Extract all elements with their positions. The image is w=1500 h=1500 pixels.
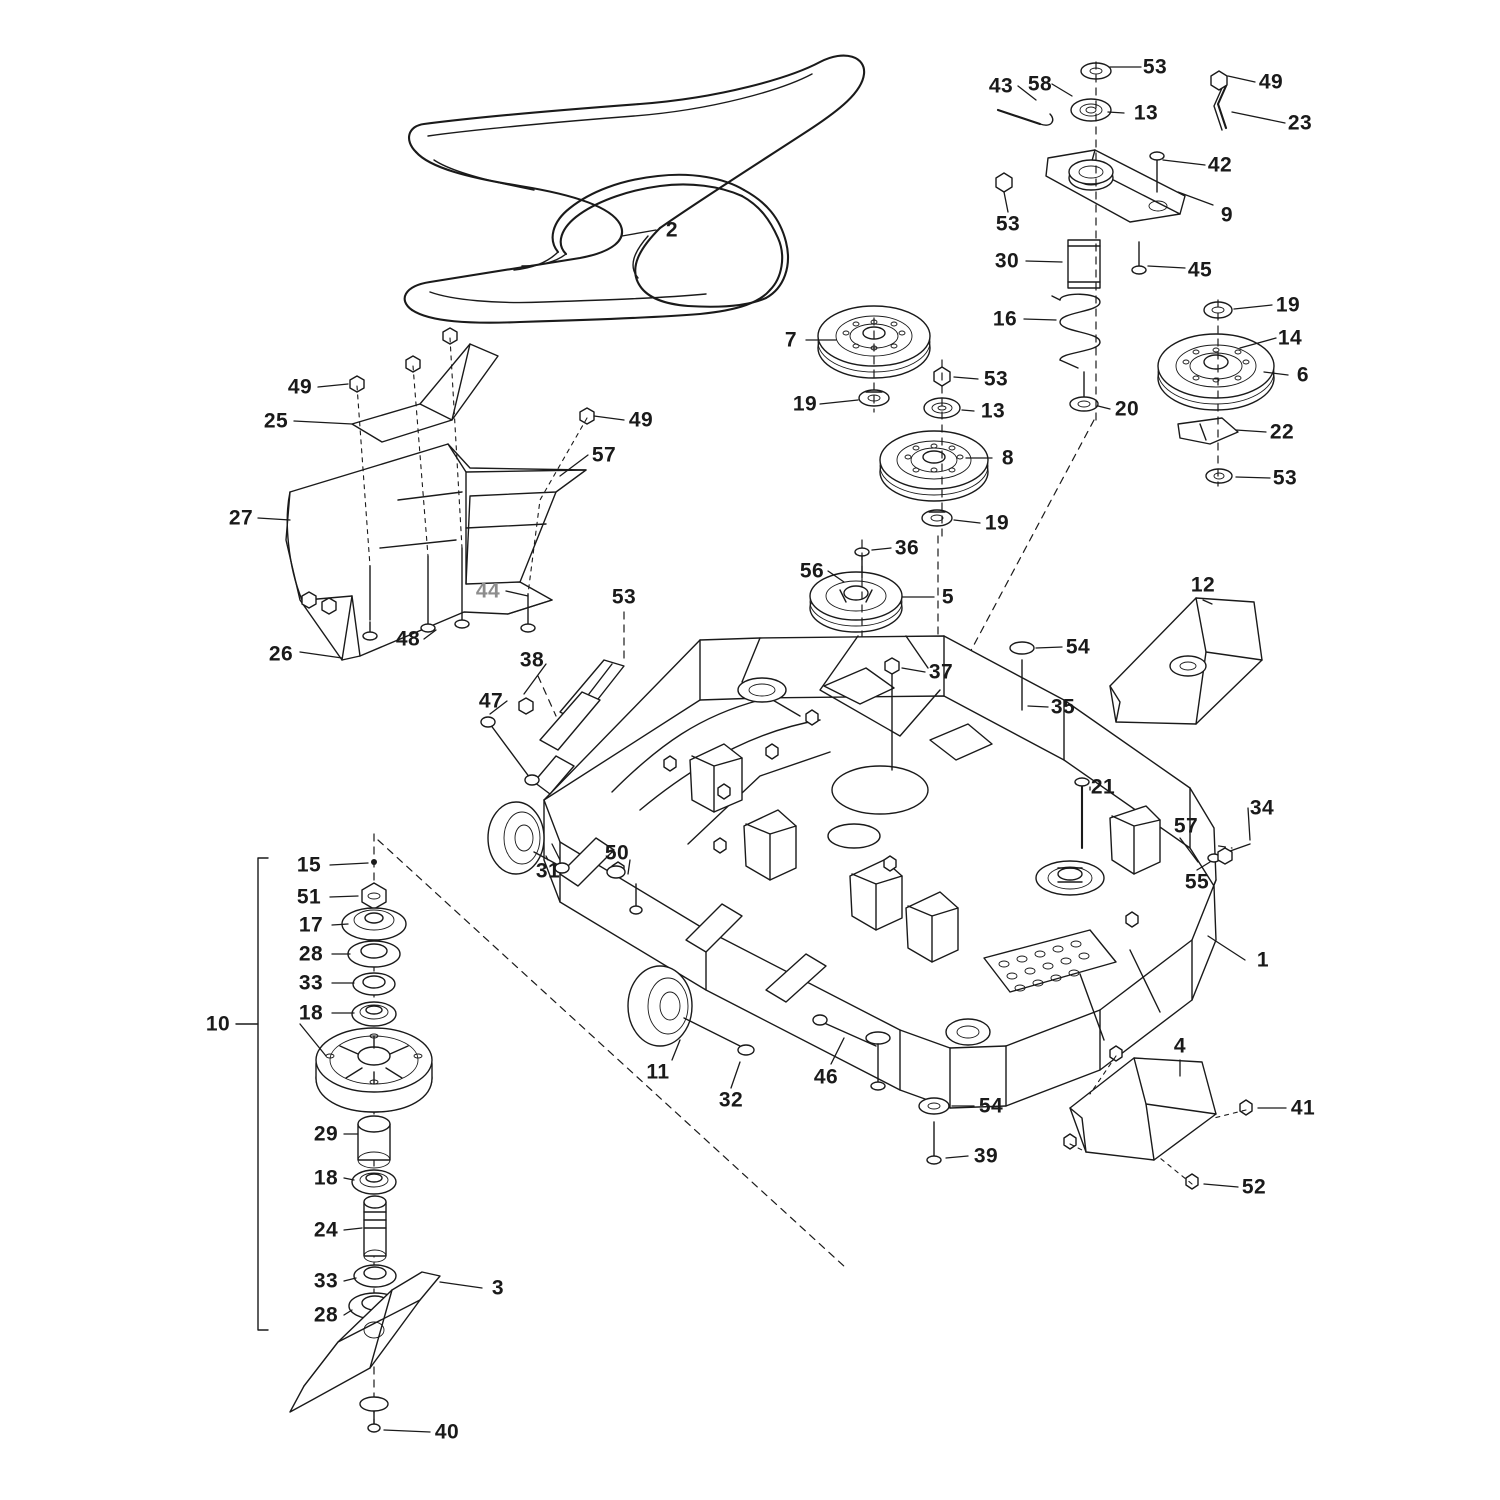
callout-36: 36 xyxy=(894,536,920,560)
pulley-8-group xyxy=(880,431,988,526)
callout-43: 43 xyxy=(988,74,1014,98)
callout-22: 22 xyxy=(1269,420,1295,444)
callout-57: 57 xyxy=(1173,814,1199,838)
callout-24: 24 xyxy=(313,1218,339,1242)
callout-31: 31 xyxy=(535,859,561,883)
callout-12: 12 xyxy=(1190,573,1216,597)
callout-53: 53 xyxy=(1272,466,1298,490)
callout-49: 49 xyxy=(1258,70,1284,94)
callout-7: 7 xyxy=(784,328,798,352)
callout-46: 46 xyxy=(813,1065,839,1089)
callout-40: 40 xyxy=(434,1420,460,1444)
callout-27: 27 xyxy=(228,506,254,530)
belt-group xyxy=(405,56,864,323)
callout-18: 18 xyxy=(313,1166,339,1190)
callout-51: 51 xyxy=(296,885,322,909)
callout-13: 13 xyxy=(980,399,1006,423)
callout-41: 41 xyxy=(1290,1096,1316,1120)
callout-56: 56 xyxy=(799,559,825,583)
callout-42: 42 xyxy=(1207,153,1233,177)
callout-15: 15 xyxy=(296,853,322,877)
callout-26: 26 xyxy=(268,642,294,666)
callout-3: 3 xyxy=(491,1276,505,1300)
callout-17: 17 xyxy=(298,913,324,937)
callout-21: 21 xyxy=(1090,775,1116,799)
callout-53: 53 xyxy=(983,367,1009,391)
callout-52: 52 xyxy=(1241,1175,1267,1199)
callout-1: 1 xyxy=(1256,948,1270,972)
callout-8: 8 xyxy=(1001,446,1015,470)
callout-53: 53 xyxy=(995,212,1021,236)
callout-54: 54 xyxy=(978,1094,1004,1118)
callout-13: 13 xyxy=(1133,101,1159,125)
cover-12-group xyxy=(1110,598,1262,724)
callout-14: 14 xyxy=(1277,326,1303,350)
callout-57: 57 xyxy=(591,443,617,467)
callout-33: 33 xyxy=(313,1269,339,1293)
callout-23: 23 xyxy=(1287,111,1313,135)
callout-4: 4 xyxy=(1173,1034,1187,1058)
callout-9: 9 xyxy=(1220,203,1234,227)
callout-53: 53 xyxy=(611,585,637,609)
callout-18: 18 xyxy=(298,1001,324,1025)
callout-39: 39 xyxy=(973,1144,999,1168)
callout-45: 45 xyxy=(1187,258,1213,282)
callout-48: 48 xyxy=(395,627,421,651)
callout-5: 5 xyxy=(941,585,955,609)
callout-19: 19 xyxy=(1275,293,1301,317)
callout-47: 47 xyxy=(478,689,504,713)
callout-50: 50 xyxy=(604,841,630,865)
chute-group xyxy=(286,328,594,660)
callout-19: 19 xyxy=(984,511,1010,535)
callout-16: 16 xyxy=(992,307,1018,331)
callout-20: 20 xyxy=(1114,397,1140,421)
callout-28: 28 xyxy=(313,1303,339,1327)
callout-58: 58 xyxy=(1027,72,1053,96)
callout-53: 53 xyxy=(1142,55,1168,79)
spring-group xyxy=(1052,240,1100,411)
spindle-stack-group xyxy=(236,858,440,1432)
callout-49: 49 xyxy=(287,375,313,399)
callout-55: 55 xyxy=(1184,870,1210,894)
callout-2: 2 xyxy=(665,218,679,242)
callout-10: 10 xyxy=(205,1012,231,1036)
idler-arm-leads xyxy=(1004,67,1285,268)
callout-33: 33 xyxy=(298,971,324,995)
callout-32: 32 xyxy=(718,1088,744,1112)
callout-34: 34 xyxy=(1249,796,1275,820)
callout-44: 44 xyxy=(475,579,501,603)
callout-28: 28 xyxy=(298,942,324,966)
callout-38: 38 xyxy=(519,648,545,672)
callout-11: 11 xyxy=(646,1060,670,1084)
callout-37: 37 xyxy=(928,660,954,684)
callout-49: 49 xyxy=(628,408,654,432)
pulley-6-group xyxy=(1158,302,1274,483)
callout-54: 54 xyxy=(1065,635,1091,659)
callout-6: 6 xyxy=(1296,363,1310,387)
hardware-stack-middle xyxy=(924,367,978,418)
callout-19: 19 xyxy=(792,392,818,416)
callout-25: 25 xyxy=(263,409,289,433)
callout-29: 29 xyxy=(313,1122,339,1146)
callout-35: 35 xyxy=(1050,695,1076,719)
callout-30: 30 xyxy=(994,249,1020,273)
